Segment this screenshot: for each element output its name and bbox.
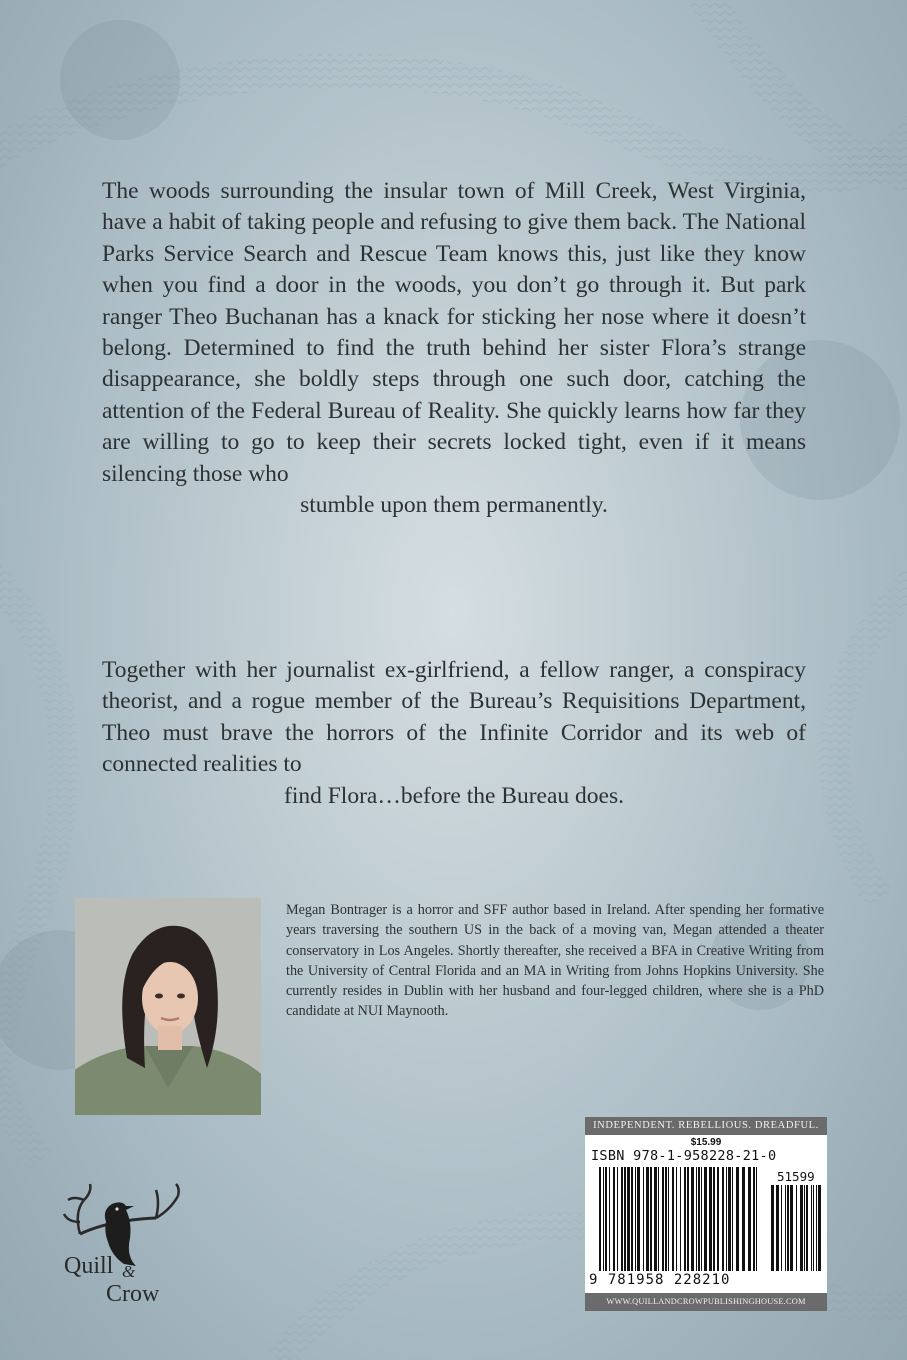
author-photo [75,898,261,1115]
publisher-name-crow: Crow [106,1281,160,1307]
blurb-paragraph-1-text: The woods surrounding the insular town of Mill Creek, West Virginia, have a habit of taking people and refusing to give them back. The National Parks Service Search and Rescue Team knows this, just like they know when you find a door in the woods, you don’t go through it. But park ranger Theo Buchanan has a knack for sticking her nose where it doesn’t belong. Determined to find the truth behind her sister Flora’s strange disappearance, she boldly steps through one such door, catching the attention of the Federal Bureau of Reality. She quickly learns how far they are willing to go to keep their secrets locked tight, even if it means silencing those who [102,178,806,487]
publisher-ampersand: & [122,1262,136,1281]
author-bio: Megan Bontrager is a horror and SFF author based in Ireland. After spending her formative years traversing the southern US in the back of a moving van, Megan attended a theater conservatory in Los Angeles. Shortly thereafter, she received a BFA in Creative Writing from the University of Central Florida and an MA in Writing from Johns Hopkins University. She currently resides in Dublin with her husband and four-legged children, where she is a PhD candidate at NUI Maynooth. [286,902,824,1020]
publisher-slogan: INDEPENDENT. REBELLIOUS. DREADFUL. [585,1117,827,1135]
price-addon-digits: 51599 [777,1169,815,1184]
serpent-coil-left [0,560,64,1160]
blurb-paragraph-1-last-line: stumble upon them permanently. [300,492,608,519]
isbn-label: ISBN 978-1-958228-21-0 [591,1148,777,1164]
blurb-paragraph-2-text: Together with her journalist ex-girlfriend, a fellow ranger, a conspiracy theorist, and a rogue member of the Bureau’s Requisitions Department, Theo must brave the horrors of the Infinite Corridor and its web of connected realities to [102,657,806,778]
price-label: $15.99 [690,1137,722,1148]
barcode-panel [585,1117,827,1311]
publisher-website: WWW.QUILLANDCROWPUBLISHINGHOUSE.COM [585,1293,827,1311]
blurb-paragraph-1 [102,176,806,521]
blurb-paragraph-2 [102,655,806,812]
publisher-name-quill: Quill [64,1253,114,1279]
ean-digits: 9 781958 228210 [589,1272,731,1288]
blurb-paragraph-2-last-line: find Flora…before the Bureau does. [284,782,624,809]
